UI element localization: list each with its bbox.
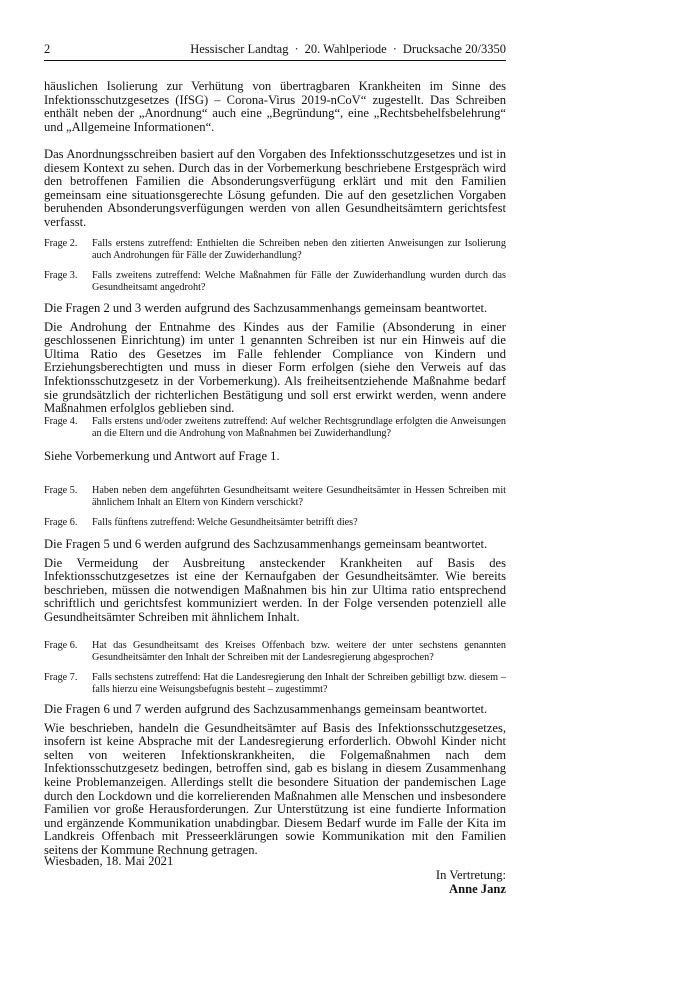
question-4 [44,416,506,440]
answer-5-6 [44,538,506,625]
signature-block [436,869,506,896]
answer-4 [44,450,506,464]
question-text: Hat das Gesundheitsamt des Kreises Offenbach bzw. weitere der unter sechstens genannten Gesundheitsämter den Inhalt der Schreiben mit der Landesregierung abgesprochen? [92,640,506,663]
header-doc-number: Drucksache 20/3350 [402,42,506,56]
question-text: Falls fünftens zutreffend: Welche Gesundheitsämter betrifft dies? [92,517,358,528]
header-period: 20. Wahlperiode [304,42,387,56]
answer-lead: Die Fragen 5 und 6 werden aufgrund des Sachzusammenhangs gemeinsam beantwortet. [44,537,488,551]
signature-role: In Vertretung: [435,868,506,882]
answer-lead: Die Fragen 2 und 3 werden aufgrund des Sachzusammenhangs gemeinsam beantwortet. [44,301,488,315]
place-date [44,855,506,869]
question-label: Frage 4. [44,416,78,427]
body-text: Das Anordnungsschreiben basiert auf den Vorgaben des Infektionsschutzgesetzes und ist in diesem Kontext zu sehen. Durch das in der Vorbemerkung beschriebene Erstgespräch wird den betroffenen Familien die Absonderungsverfügung erklärt und mit den Familien gemeinsam eine situationsgerechte Lösung gefunden. Die auf den gesetzlichen Vorgaben beruhenden Absonderungsverfügungen werden von allen Gesundheitsämtern gerichtsfest verfasst. [44,147,506,229]
question-text: Falls zweitens zutreffend: Welche Maßnahmen für Fälle der Zuwiderhandlung wurden durch das Gesundheitsamt angedroht? [92,270,506,293]
question-label: Frage 3. [44,270,78,281]
question-6a [44,517,506,529]
answer-6-7 [44,703,506,858]
signature-name: Anne Janz [448,881,506,896]
answer-2-3 [44,302,506,416]
answer-text: Wie beschrieben, handeln die Gesundheitsämter auf Basis des Infektionsschutzgesetzes, insofern ist keine Absprache mit der Landesregierung erforderlich. Obwohl Kinder nicht selten von weiteren Infektionskrankheiten, die Folgemaßnahmen nach dem Infektionsschutzgesetz bedingen, betroffen sind, gab es bislang in diesem Zusammenhang keine Problemanzeigen. Allerdings stellt die besondere Situation der pandemischen Lage durch den Lockdown und die korrelierenden Maßnahmen alle Menschen und insbesondere Familien vor große Herausforderungen. Zur Unterstützung ist eine fundierte Information und ergänzende Kommunikation unabdingbar. Diesem Bedarf wurde im Falle der Kita im Landkreis Offenbach mit Presseerklärungen sowie Kommunikation mit den Familien seitens der Kommune Rechnung getragen. [44,720,506,857]
question-label: Frage 6. [44,517,78,528]
question-3 [44,270,506,294]
place-date-text: Wiesbaden, 18. Mai 2021 [44,854,174,868]
question-label: Frage 7. [44,672,78,683]
answer-lead: Die Fragen 6 und 7 werden aufgrund des Sachzusammenhangs gemeinsam beantwortet. [44,702,488,716]
answer-text: Die Androhung der Entnahme des Kindes aus der Familie (Absonderung in einer geschlossenen Einrichtung) im unter 1 genannten Schreiben ist nur ein Hinweis auf die Ultima Ratio des Gesetzes im Falle fehlender Compliance von Kindern und Erziehungsberechtigten und muss in dieser Form erfolgen (siehe den Verweis auf das Infektionsschutzgesetz in der Vorbemerkung). Als freiheitsentziehende Maßnahme bedarf sie grundsätzlich der richterlichen Bestätigung und soll erst erwirkt werden, wenn andere Maßnahmen erfolglos geblieben sind. [44,319,506,416]
header-separator: · [294,42,299,56]
question-text: Falls erstens und/oder zweitens zutreffend: Auf welcher Rechtsgrundlage erfolgten die Anweisungen an die Eltern und die Androhung von Maßnahmen bei Zuwiderhandlung? [92,416,506,439]
question-text: Falls sechstens zutreffend: Hat die Landesregierung den Inhalt der Schreiben gebilligt bzw. diesem – falls hierzu eine Weisungsbefugnis besteht – zugestimmt? [92,672,506,695]
header-separator: · [392,42,397,56]
answer-text: Die Vermeidung der Ausbreitung ansteckender Krankheiten auf Basis des Infektionsschutzgesetzes ist eine der Kernaufgaben der Gesundheitsämter. Wie bereits beschrieben, müssen die notwendigen Maßnahmen bis hin zur Ultima ratio entsprechend schriftlich und gerichtsfest kommuniziert werden. In der Folge versenden potenziell alle Gesundheitsämter Schreiben mit ähnlichem Inhalt. [44,555,506,624]
page-header [44,40,506,61]
answer-text: Siehe Vorbemerkung und Antwort auf Frage 1. [44,449,280,463]
question-label: Frage 2. [44,238,78,249]
page-number: 2 [44,42,51,56]
question-text: Falls erstens zutreffend: Enthielten die Schreiben neben den zitierten Anweisungen zur Isolierung auch Androhungen für Fälle der Zuwiderhandlung? [92,238,506,261]
question-5 [44,485,506,509]
paragraph-anordnung [44,148,506,230]
question-2 [44,238,506,262]
question-label: Frage 6. [44,640,78,651]
paragraph-continuation [44,80,506,134]
question-text: Haben neben dem angeführten Gesundheitsamt weitere Gesundheitsämter in Hessen Schreiben mit ähnlichem Inhalt an Eltern von Kindern verschickt? [92,485,506,508]
question-6b [44,640,506,664]
header-body: Hessischer Landtag [190,42,289,56]
body-text: häuslichen Isolierung zur Verhütung von übertragbaren Krankheiten im Sinne des Infektionsschutzgesetzes (IfSG) – Corona-Virus 2019-nCoV“ zugestellt. Das Schreiben enthält neben der „Anordnung“ auch eine „Begründung“, eine „Rechtsbehelfsbelehrung“ und „Allgemeine Informationen“. [44,79,506,134]
header-title [190,42,506,57]
question-7 [44,672,506,696]
question-label: Frage 5. [44,485,78,496]
